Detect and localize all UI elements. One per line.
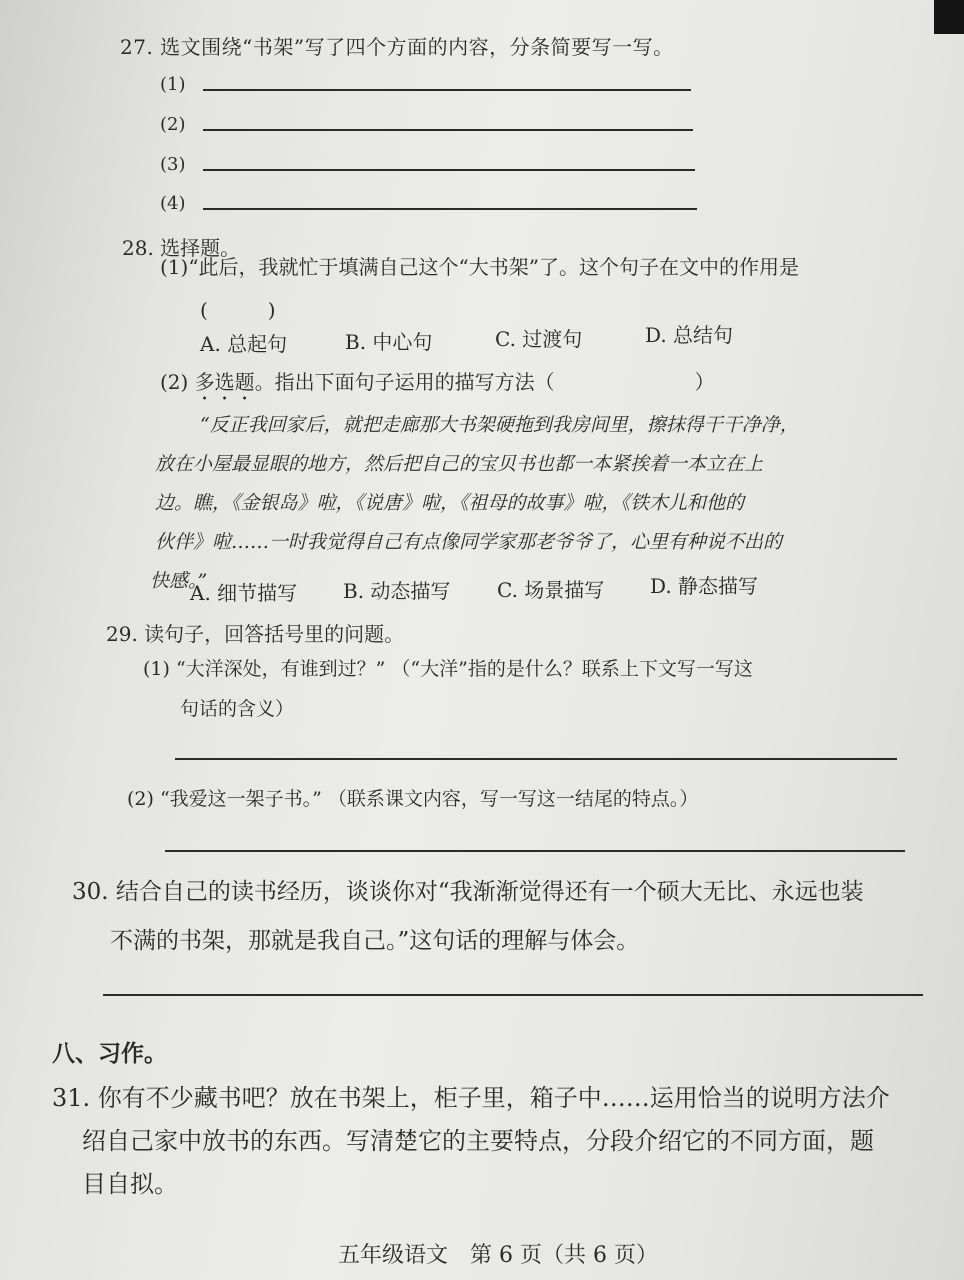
q28-sub2-num: (2) (160, 370, 195, 394)
q28-sub1-text: (1)“此后，我就忙于填满自己这个“大书架”了。这个句子在文中的作用是 (160, 255, 800, 279)
q28-sub2-option-d[interactable]: D. 静态描写 (650, 574, 759, 598)
q29-stem: 29. 读句子，回答括号里的问题。 (106, 622, 405, 646)
q28-sub2-option-c[interactable]: C. 场景描写 (497, 578, 605, 602)
dark-corner (934, 0, 964, 34)
q28-passage-line-1: “反正我回家后，就把走廊那大书架硬拖到我房间里，擦抹得干干净净， (200, 414, 799, 436)
q30-line-1: 30. 结合自己的读书经历，谈谈你对“我渐渐觉得还有一个硕大无比、永远也装 (72, 879, 864, 905)
q28-sub2-line (160, 366, 715, 405)
q29-sub1-line-2: 句话的含义） (180, 698, 295, 720)
q27-stem: 27. 选文围绕“书架”写了四个方面的内容，分条简要写一写。 (120, 35, 674, 59)
q28-sub1-option-c[interactable]: C. 过渡句 (495, 327, 583, 351)
q28-sub2-text: 。指出下面句子运用的描写方法（ ） (254, 370, 715, 394)
q27-item-1-label: (1) (160, 74, 186, 95)
q28-sub1-option-d[interactable]: D. 总结句 (645, 323, 734, 347)
q27-answer-line-1[interactable] (203, 89, 691, 91)
q27-item-3-label: (3) (160, 154, 186, 175)
q28-sub2-option-b[interactable]: B. 动态描写 (343, 579, 451, 603)
q27-answer-line-3[interactable] (203, 169, 695, 171)
q28-sub2-emphasis: 多选题 (194, 370, 255, 394)
q28-sub1-option-a[interactable]: A. 总起句 (200, 332, 288, 356)
q30-line-2: 不满的书架，那就是我自己。”这句话的理解与体会。 (110, 928, 640, 954)
q29-sub2-answer-line[interactable] (165, 850, 905, 852)
q28-sub2-option-a[interactable]: A. 细节描写 (190, 581, 298, 605)
q27-item-2-label: (2) (160, 114, 186, 135)
q29-sub1-answer-line[interactable] (175, 758, 897, 760)
q28-stem: 28. 选择题。 (122, 236, 241, 260)
q31-line-1: 31. 你有不少藏书吧？放在书架上，柜子里，箱子中……运用恰当的说明方法介 (52, 1084, 890, 1112)
section-8-heading: 八、习作。 (52, 1040, 167, 1067)
q28-passage-line-2: 放在小屋最显眼的地方，然后把自己的宝贝书也都一本紧挨着一本立在上 (155, 453, 764, 475)
q27-item-4-label: (4) (160, 193, 186, 214)
q28-passage-line-5: 快感。” (150, 570, 208, 592)
q27-answer-line-2[interactable] (203, 129, 693, 131)
q28-sub1-paren: ( ) (200, 298, 276, 322)
q30-answer-line[interactable] (103, 994, 923, 996)
q28-sub1-option-b[interactable]: B. 中心句 (345, 330, 433, 354)
q29-sub1-line-1: (1) “大洋深处，有谁到过？” （“大洋”指的是什么？联系上下文写一写这 (143, 658, 753, 680)
q31-line-3: 目自拟。 (82, 1170, 178, 1198)
q28-passage-line-3: 边。瞧，《金银岛》啦，《说唐》啦，《祖母的故事》啦，《铁木儿和他的 (155, 492, 745, 514)
q31-line-2: 绍自己家中放书的东西。写清楚它的主要特点，分段介绍它的不同方面，题 (82, 1127, 874, 1155)
q29-sub2-text: (2) “我爱这一架子书。” （联系课文内容，写一写这一结尾的特点。） (127, 788, 699, 810)
q27-answer-line-4[interactable] (203, 208, 697, 210)
q28-passage-line-4: 伙伴》啦……一时我觉得自己有点像同学家那老爷爷了，心里有种说不出的 (155, 531, 783, 553)
page-footer: 五年级语文 第 6 页（共 6 页） (338, 1243, 658, 1268)
